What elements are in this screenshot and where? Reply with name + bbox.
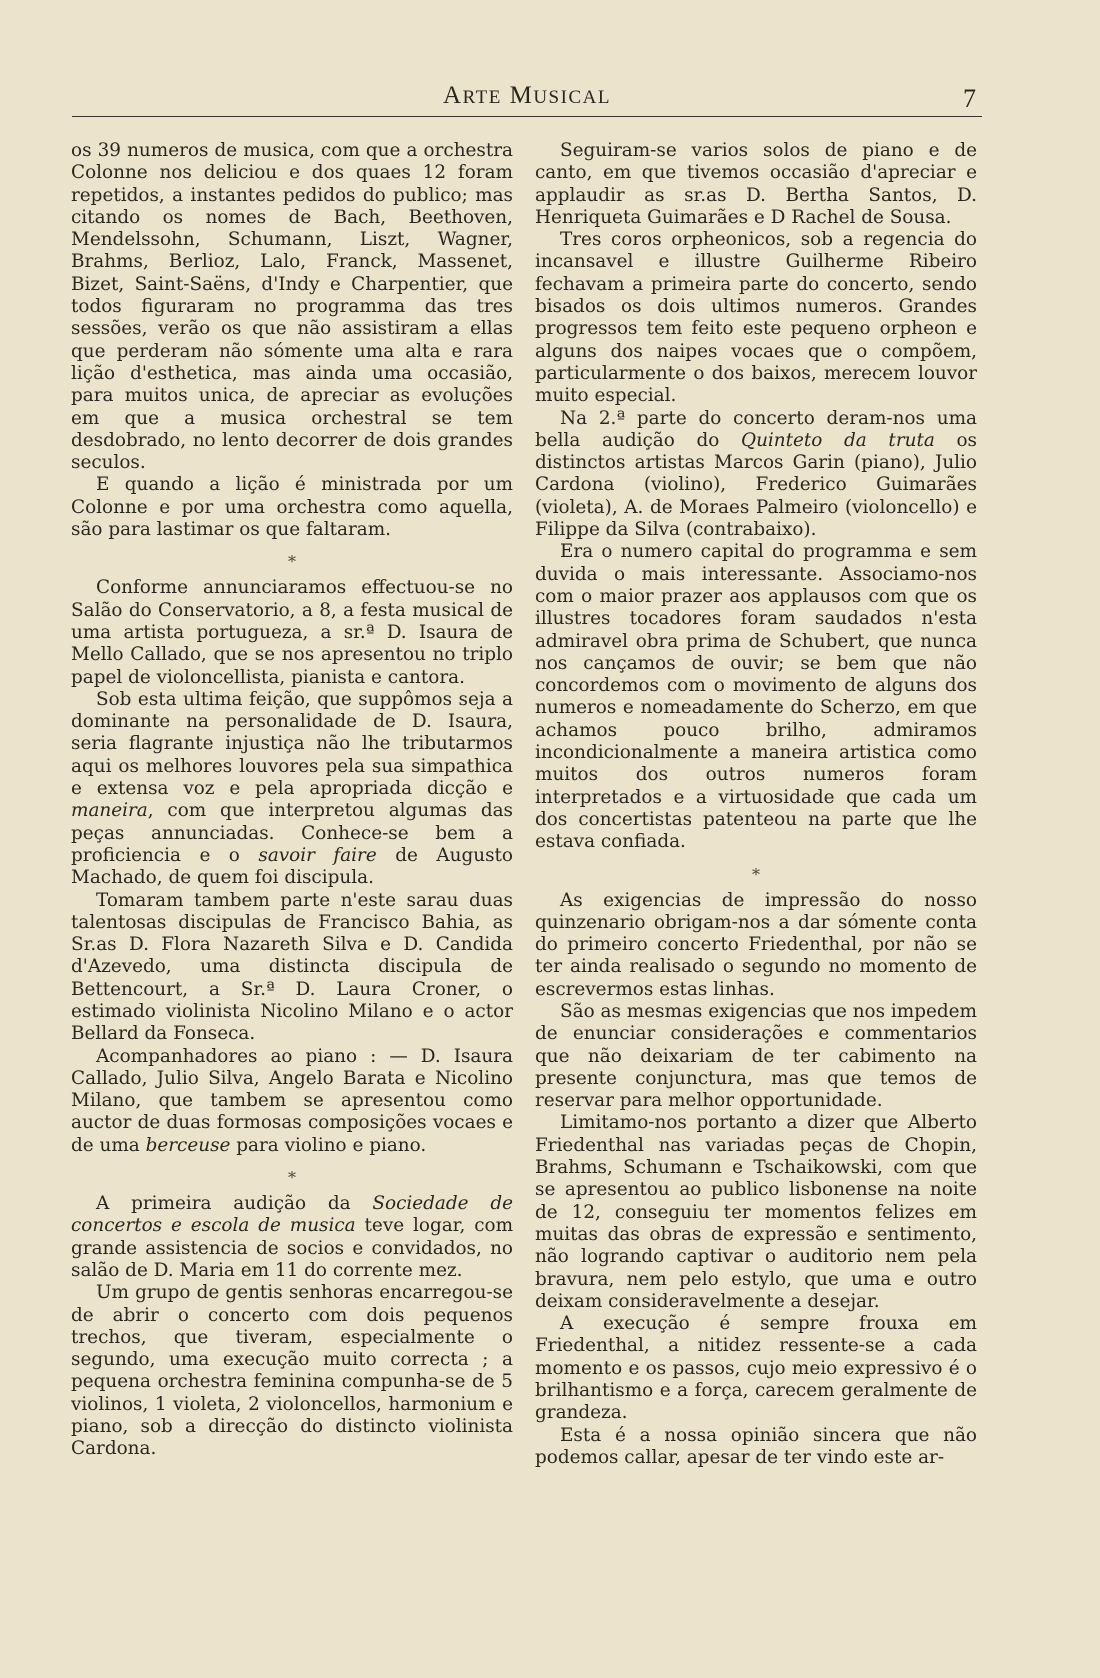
- paragraph: A execução é sempre frouxa em Friedenthal, a nitidez ressente-se a cada momento e os passos, cujo meio expressivo é o brilhantismo e a força, carecem geralmente de grandeza.: [535, 1313, 977, 1424]
- right-column: [535, 140, 977, 1469]
- paragraph: As exigencias de impressão do nosso quinzenario obrigam-nos a dar sómente conta do primeiro concerto Friedenthal, por não se ter ainda realisado o segundo no momento de escrevermos estas linhas.: [535, 889, 977, 1000]
- paragraph-text: para violino e piano.: [230, 1134, 427, 1156]
- paragraph-text: Na 2.ª parte do concerto deram-nos uma bella audição do: [535, 407, 977, 451]
- paragraph: [71, 1046, 513, 1157]
- paragraph-text: Sob esta ultima feição, que suppômos seja a dominante na personalidade de D. Isaura, seria flagrante injustiça não lhe tributarmos aqui os melhores louvores pela sua simpathica e extensa voz e pela apropriada dicção e: [71, 688, 513, 800]
- paragraph: Tres coros orpheonicos, sob a regencia do incansavel e illustre Guilherme Ribeiro fechavam a primeira parte do concerto, sendo bisados os dois ultimos numeros. Grandes progressos tem feito este pequeno orpheon e alguns dos naipes vocaes que o compõem, particularmente o dos baixos, merecem louvor muito especial.: [535, 229, 977, 407]
- paragraph: os 39 numeros de musica, com que a orchestra Colonne nos deliciou e dos quaes 12 foram repetidos, a instantes pedidos do publico; mas citando os nomes de Bach, Beethoven, Mendelssohn, Schumann, Liszt, Wagner, Brahms, Berlioz, Lalo, Franck, Massenet, Bizet, Saint-Saëns, d'Indy e Charpentier, que todos figuraram no programma das tres sessões, verão os que não assistiram a ellas que perderam não sómente uma alta e rara lição d'esthetica, mas ainda uma occasião, para muitos unica, de apreciar as evoluções em que a musica orchestral se tem desdobrado, no lento decorrer de dois grandes seculos.: [71, 140, 513, 474]
- paragraph-text: Acompanhadores ao piano : — D. Isaura Callado, Julio Silva, Angelo Barata e Nicolino Milano, que tambem se apresentou como auctor de duas formosas composições vocaes e de uma: [71, 1045, 513, 1156]
- paragraph: E quando a lição é ministrada por um Colonne e por uma orchestra como aquella, são para lastimar os que faltaram.: [71, 474, 513, 541]
- italic-term: Sociedade de concertos e escola de musica: [71, 1193, 513, 1237]
- paragraph: [535, 408, 977, 542]
- paragraph: Seguiram-se varios solos de piano e de canto, em que tivemos occasião d'apreciar e applaudir as sr.as D. Bertha Santos, D. Henriqueta Guimarães e D Rachel de Sousa.: [535, 140, 977, 228]
- paragraph-text: de Augusto Machado, de quem foi discipula.: [71, 844, 514, 889]
- italic-term: maneira: [71, 800, 148, 822]
- paragraph: São as mesmas exigencias que nos impedem de enunciar considerações e commentarios que não deixariam de ter cabimento na presente conjunctura, mas que temos de reservar para melhor opportunidade.: [535, 1000, 977, 1112]
- paragraph: Tomaram tambem parte n'este sarau duas talentosas discipulas de Francisco Bahia, as Sr.as D. Flora Nazareth Silva e D. Candida d'Azevedo, uma distincta discipula de Bettencourt, a Sr.ª D. Laura Croner, o estimado violinista Nicolino Milano e o actor Bellard da Fonseca.: [71, 889, 513, 1045]
- section-separator: *: [288, 552, 296, 572]
- page-number: 7: [963, 84, 976, 113]
- paragraph: Esta é a nossa opinião sincera que não podemos callar, apesar de ter vindo este ar-: [535, 1424, 977, 1468]
- italic-term: savoir faire: [258, 844, 377, 866]
- section-separator: *: [752, 864, 760, 884]
- paragraph-text: A primeira audição da: [96, 1193, 373, 1215]
- title-initial-m: M: [509, 82, 534, 109]
- paragraph: Conforme annunciaramos effectuou-se no Salão do Conservatorio, a 8, a festa musical de uma artista portugueza, a sr.ª D. Isaura de Mello Callado, que se nos apresentou no triplo papel de violoncellista, pianista e cantora.: [71, 577, 513, 688]
- left-column: [71, 140, 513, 1461]
- running-header: [72, 82, 982, 117]
- paragraph: [71, 689, 513, 890]
- italic-term: berceuse: [145, 1134, 231, 1156]
- paragraph: [71, 1193, 513, 1282]
- paragraph-text: , com que interpretou algumas das peças annunciadas. Conhece-se bem a proficiencia e o: [71, 800, 513, 866]
- title-caps-usical: USICAL: [533, 87, 611, 108]
- journal-title: [72, 82, 982, 110]
- paragraph-text: teve logar, com grande assistencia de socios e convidados, no salão de D. Maria em 11 do corrente mez.: [71, 1215, 514, 1281]
- title-caps-rte: RTE: [462, 87, 502, 108]
- section-separator: *: [288, 1168, 296, 1188]
- paragraph: Um grupo de gentis senhoras encarregou-se de abrir o concerto com dois pequenos trechos, que tiveram, especialmente o segundo, uma execução muito correcta ; a pequena orchestra feminina compunha-se de 5 violinos, 1 violeta, 2 violoncellos, harmonium e piano, sob a direcção do distincto violinista Cardona.: [71, 1282, 513, 1460]
- paragraph-text: os distinctos artistas Marcos Garin (piano), Julio Cardona (violino), Frederico Guimarães (violeta), A. de Moraes Palmeiro (violoncello) e Filippe da Silva (contrabaixo).: [535, 429, 977, 541]
- paragraph: Limitamo-nos portanto a dizer que Alberto Friedenthal nas variadas peças de Chopin, Brahms, Schumann e Tschaikowski, com que se apresentou ao publico lisbonense na noite de 12, conseguiu ter momentos felizes em muitas das obras de expressão e sentimento, não logrando captivar o auditorio nem pela bravura, nem pelo estylo, que uma e outro deixam consideravelmente a desejar.: [535, 1112, 977, 1312]
- paragraph: Era o numero capital do programma e sem duvida o mais interessante. Associamo-nos com o maior prazer aos applausos com que os illustres tocadores foram saudados n'esta admiravel obra prima de Schubert, que nunca nos cançamos de ouvir; se bem que não concordemos com o movimento de alguns dos numeros e nomeadamente do Scherzo, em que achamos pouco brilho, admiramos incondicionalmente a maneira artistica como muitos dos outros numeros foram interpretados e a virtuosidade que cada um dos concertistas patenteou na parte que lhe estava confiada.: [535, 541, 977, 853]
- italic-term: Quinteto da truta: [741, 429, 935, 451]
- title-initial-a: A: [443, 82, 463, 109]
